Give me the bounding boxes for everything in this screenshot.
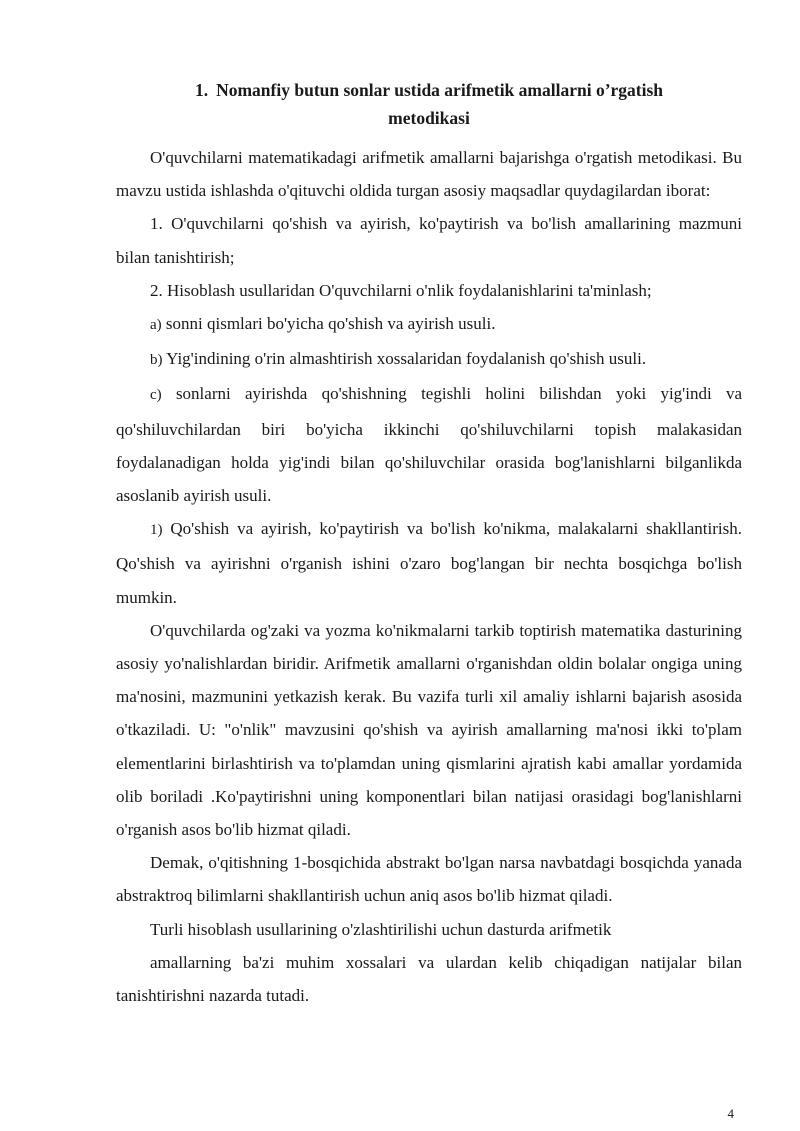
list-item-a <box>116 307 742 342</box>
body-text <box>116 141 742 1012</box>
page-number: 4 <box>727 1106 734 1121</box>
heading-number: 1. <box>194 80 209 100</box>
list-item-1: 1. O'quvchilarni qo'shish va ayirish, ko'paytirish va bo'lish amallarining mazmuni bilan tanishtirish; <box>116 214 742 267</box>
list-marker-1: 1) <box>150 522 163 539</box>
paragraph-intro: O'quvchilarni matematikadagi arifmetik amallarni bajarishga o'rgatish metodikasi. Bu mavzu ustida ishlashda o'qituvchi oldida turgan asosiy maqsadlar quydagilardan iborat: <box>116 148 742 201</box>
list-marker-c: c) <box>150 387 162 404</box>
list-item-a-text: sonni qismlari bo'yicha qo'shish va ayirish usuli. <box>165 314 496 334</box>
list-item-2: 2. Hisoblash usullaridan O'quvchilarni o'nlik foydalanishlarini ta'minlash; <box>150 280 652 300</box>
list-item-b-text: Yig'indining o'rin almashtirish xossalaridan foydalanish qo'shish usuli. <box>166 349 647 369</box>
paragraph-properties: amallarning ba'zi muhim xossalari va ulardan kelib chiqadigan natijalar bilan tanishtirishni nazarda tutadi. <box>116 952 742 1006</box>
heading-text-line-1: Nomanfiy butun sonlar ustida arifmetik amallarni o’rgatish <box>216 80 664 100</box>
list-item-b <box>116 342 742 377</box>
paragraph-skills: O'quvchilarda og'zaki va yozma ko'nikmalarni tarkib toptirish matematika dasturining asosiy yo'nalishlardan biridir. Arifmetik amallarni o'rganishdan oldin bolalar ongiga uning ma'nosini, mazmunini yetkazish kerak. Bu vazifa turli xil amaliy ishlarni bajarish asosida o'tkaziladi. U: "o'nlik" mavzusini qo'shish va ayirish amallarning ma'nosi ikki to'plam elementlarini birlashtirish va to'plamdan uning qismlarini ajratish kabi amallar yordamida olib boriladi .Ko'paytirishni uning komponentlari bilan natijasi orasidagi bog'lanishlarni o'rganish asos bo'lib hizmat qiladi. <box>116 620 742 840</box>
list-item-c <box>116 377 742 512</box>
list-item-c-text: sonlarni ayirishda qo'shishning tegishli holini bilishdan yoki yig'indi va qo'shiluvchilardan biri bo'yicha ikkinchi qo'shiluvchilarni topish malakasidan foydalanadigan holda yig'indi bilan qo'shiluvchilar orasida bog'lanishlarni bilganlikda asoslanib ayirish usuli. <box>116 384 742 506</box>
list-marker-a: a) <box>150 317 162 334</box>
list-item-numbered-1-text: Qo'shish va ayirish, ko'paytirish va bo'lish ko'nikma, malakalarni shakllantirish. Qo'shish va ayirishni o'rganish ishini o'zaro bog'langan bir nechta bosqichga bo'lish mumkin. <box>116 519 742 607</box>
paragraph-methods: Turli hisoblash usullarining o'zlashtirilishi uchun dasturda arifmetik <box>150 919 612 939</box>
heading-line-1 <box>116 76 742 104</box>
paragraph-demak: Demak, o'qitishning 1-bosqichida abstrakt bo'lgan narsa navbatdagi bosqichda yanada abstraktroq bilimlarni shakllantirish uchun aniq asos bo'lib hizmat qiladi. <box>116 853 742 906</box>
list-item-numbered-1 <box>116 512 742 614</box>
list-marker-b: b) <box>150 352 163 369</box>
section-heading <box>116 76 742 132</box>
heading-text-line-2: metodikasi <box>388 108 470 128</box>
